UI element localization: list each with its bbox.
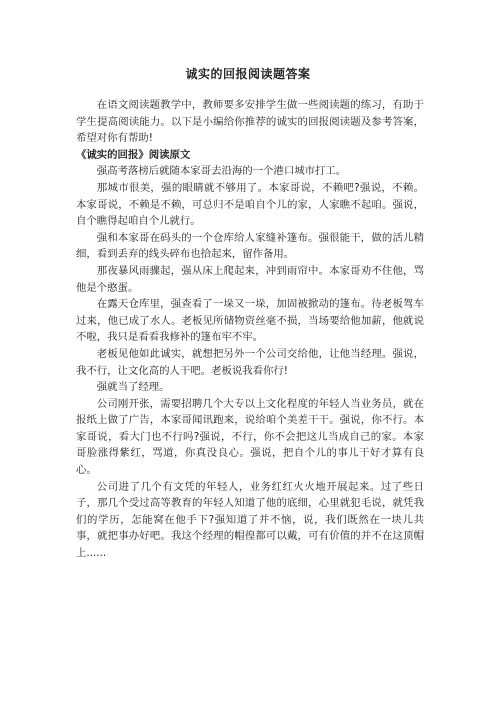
page-title: 诚实的回报阅读题答案	[185, 67, 311, 81]
body-paragraph: 强高考落榜后就随本家哥去沿海的一个港口城市打工。	[96, 165, 347, 178]
body-paragraph: 老板见他如此诚实，就想把另外一个公司交给他，让他当经理。强说，我不行，让文化高的人干吧。老板说我看你行!	[76, 347, 424, 377]
body-paragraph: 在露天仓库里，强查看了一垛又一垛，加固被掀动的篷布。待老板驾车过来，他已成了水人。老板见所储物资丝毫不损，当场要给他加薪，他就说不啦，我只是看看我修补的篷布牢不牢。	[76, 298, 424, 344]
body-paragraph: 那夜暴风雨骤起，强从床上爬起来，冲到雨帘中。本家哥劝不住他，骂他是个憨蛋。	[76, 264, 424, 294]
article-body	[76, 97, 424, 562]
body-paragraph: 那城市很美，强的眼睛就不够用了。本家哥说，不赖吧?强说，不赖。本家哥说，不赖是不赖，可总归不是咱自个儿的家，人家瞧不起咱。强说，自个瞧得起咱自个儿就行。	[76, 181, 424, 228]
body-paragraph: 公司进了几个有文凭的年轻人，业务红红火火地开展起来。过了些日子，那几个受过高等教育的年轻人知道了他的底细，心里就犯毛说，就凭我们的学历，怎能窝在他手下?强知道了并不恼，说，我们既然在一块儿共事，就把事办好吧。我这个经理的帽徨都可以戴，可有价值的并不在这顶帽上......	[76, 480, 424, 560]
body-paragraph: 强和本家哥在码头的一个仓库给人家缝补篷布。强很能干，做的活儿精细，看到丢弃的线头碎布也拾起来，留作备用。	[76, 231, 424, 261]
section-heading: 《诚实的回报》阅读原文	[76, 148, 191, 161]
body-paragraph: 公司刚开张，需要招聘几个大专以上文化程度的年轻人当业务员，就在报纸上做了广告，本家哥闻讯跑来，说给咱个美差干干。强说，你不行。本家哥说，看大门也不行吗?强说，不行，你不会把这儿当成自己的家。本家哥脸涨得紫红，骂道，你真没良心。强说，把自个儿的事儿干好才算有良心。	[76, 397, 424, 477]
body-paragraph: 强就当了经理。	[96, 381, 170, 394]
intro-paragraph: 在语文阅读题教学中，教师要多安排学生做一些阅读题的练习，有助于学生提高阅读能力。以下是小编给你推荐的诚实的回报阅读题及参考答案，希望对你有帮助!	[76, 99, 424, 145]
